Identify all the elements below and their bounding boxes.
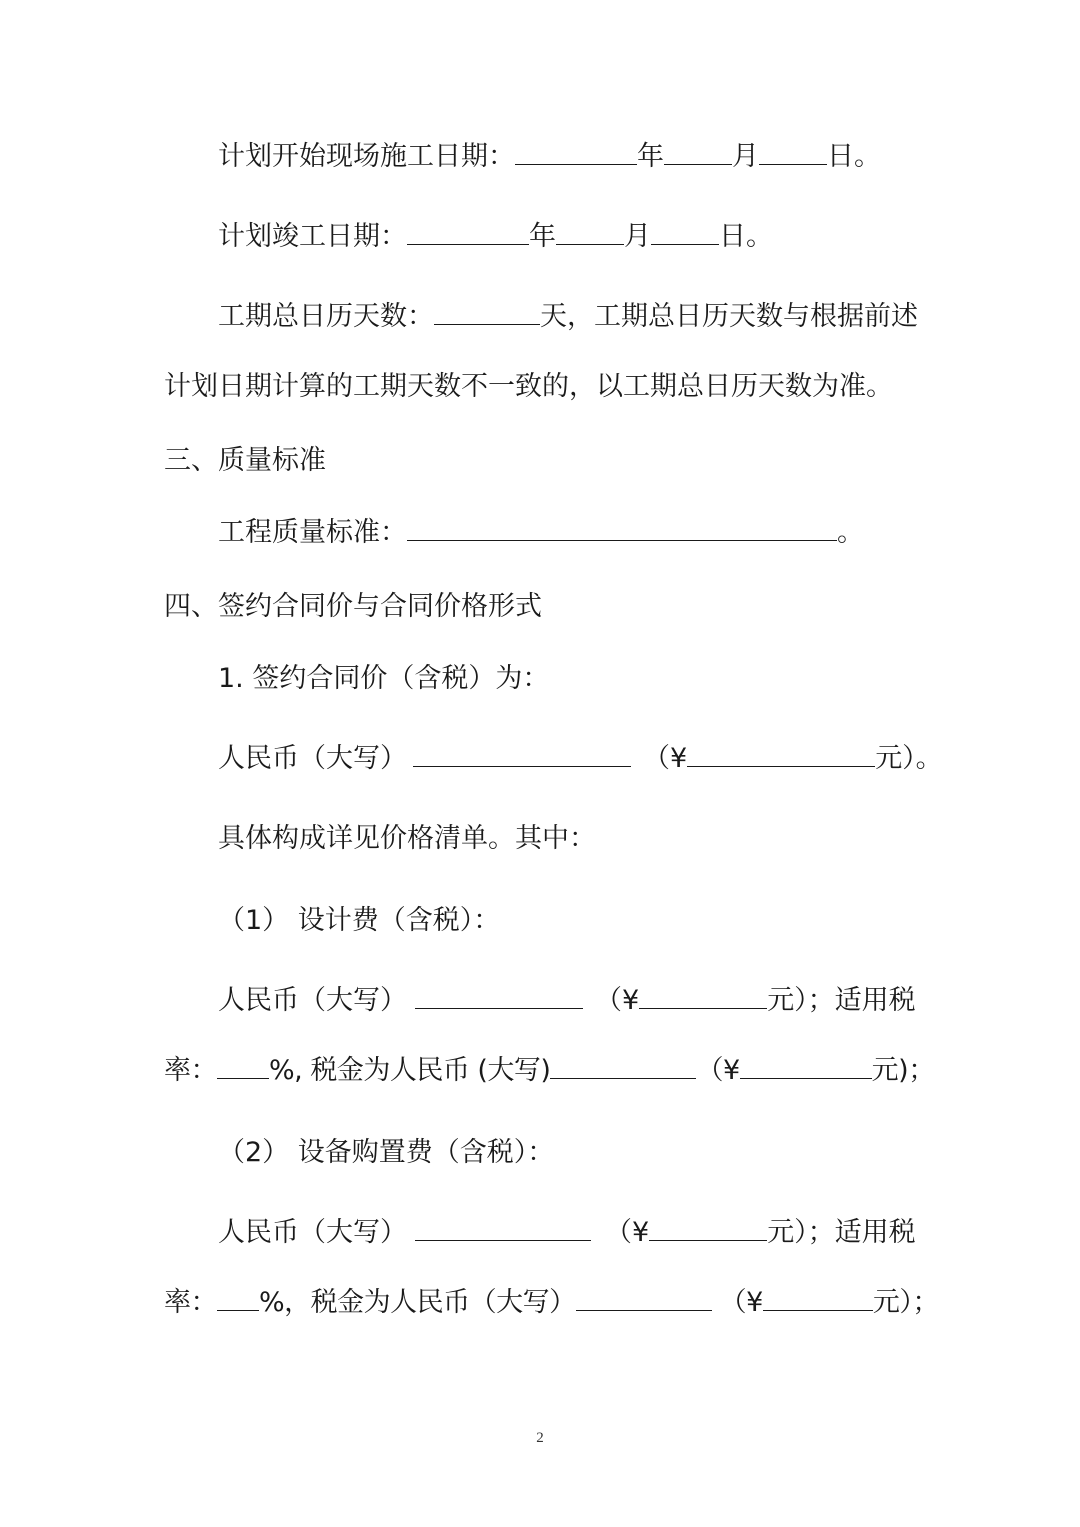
- tax-amount-label: %, 税金为人民币 (大写): [269, 1055, 551, 1086]
- section-heading-contract-price: 四、签约合同价与合同价格形式: [164, 591, 542, 622]
- tax-end: 元)；: [871, 1055, 935, 1086]
- completion-year-blank: [407, 222, 529, 245]
- month-label: 月: [732, 141, 759, 172]
- day-label: 日。: [827, 141, 881, 172]
- planned-start-label: 计划开始现场施工日期：: [218, 141, 515, 172]
- total-days-line: [218, 300, 918, 334]
- price-breakdown-note: 具体构成详见价格清单。其中：: [218, 823, 596, 854]
- start-day-blank: [759, 142, 827, 165]
- year-label: 年: [637, 141, 664, 172]
- tax-rate-label: 率：: [164, 1287, 217, 1318]
- quality-standard-end: 。: [837, 517, 864, 548]
- planned-completion-label: 计划竣工日期：: [218, 221, 407, 252]
- design-fee-tax-line: [164, 1054, 935, 1088]
- tax-yen-blank: [763, 1288, 873, 1311]
- rmb-words-blank: [413, 744, 631, 767]
- yen-open: （¥: [696, 1055, 740, 1086]
- day-label: 日。: [719, 221, 773, 252]
- yen-amount-blank: [687, 744, 875, 767]
- equipment-fee-yen-blank: [649, 1218, 767, 1241]
- quality-standard-blank: [407, 518, 837, 541]
- equipment-fee-amount-line: [218, 1216, 916, 1250]
- design-fee-heading: （1） 设计费（含税）：: [218, 905, 501, 936]
- tax-rate-blank: [217, 1288, 259, 1311]
- equipment-fee-end: 元）；适用税: [767, 1217, 916, 1248]
- yen-open: （¥: [719, 1287, 763, 1318]
- section-heading-quality: 三、质量标准: [164, 445, 326, 476]
- total-days-continuation: 计划日期计算的工期天数不一致的，以工期总日历天数为准。: [164, 371, 893, 402]
- equipment-fee-words-blank: [415, 1218, 591, 1241]
- tax-end: 元）；: [872, 1287, 939, 1318]
- total-days-blank: [434, 302, 540, 325]
- yen-open: （¥: [643, 743, 688, 774]
- page-number: 2: [536, 1430, 544, 1446]
- quality-standard-line: [218, 516, 864, 550]
- start-month-blank: [664, 142, 732, 165]
- design-fee-end: 元）；适用税: [767, 985, 916, 1016]
- design-fee-words-blank: [415, 986, 583, 1009]
- planned-start-date-line: [218, 140, 881, 174]
- equipment-fee-heading: （2） 设备购置费（含税）：: [218, 1137, 555, 1168]
- completion-month-blank: [556, 222, 624, 245]
- total-days-rest: 天，工期总日历天数与根据前述: [540, 301, 918, 332]
- contract-price-amount-line: [218, 742, 943, 776]
- equipment-fee-tax-line: [164, 1286, 939, 1320]
- tax-amount-label: %，税金为人民币（大写）: [259, 1287, 576, 1318]
- contract-price-intro: 1. 签约合同价（含税）为：: [218, 663, 550, 694]
- yuan-end: 元）。: [875, 743, 943, 774]
- month-label: 月: [624, 221, 651, 252]
- design-fee-yen-blank: [639, 986, 767, 1009]
- quality-standard-label: 工程质量标准：: [218, 517, 407, 548]
- completion-day-blank: [651, 222, 719, 245]
- planned-completion-date-line: [218, 220, 773, 254]
- tax-rate-blank: [217, 1056, 269, 1079]
- yen-open: （¥: [595, 985, 640, 1016]
- yen-open: （¥: [605, 1217, 650, 1248]
- design-fee-amount-line: [218, 984, 916, 1018]
- total-days-label: 工期总日历天数：: [218, 301, 434, 332]
- start-year-blank: [515, 142, 637, 165]
- tax-rate-label: 率：: [164, 1055, 217, 1086]
- rmb-label: 人民币（大写）: [218, 1217, 407, 1248]
- rmb-label: 人民币（大写）: [218, 985, 407, 1016]
- tax-yen-blank: [740, 1056, 872, 1079]
- rmb-label: 人民币（大写）: [218, 743, 407, 774]
- year-label: 年: [529, 221, 556, 252]
- tax-words-blank: [576, 1288, 712, 1311]
- tax-words-blank: [550, 1056, 696, 1079]
